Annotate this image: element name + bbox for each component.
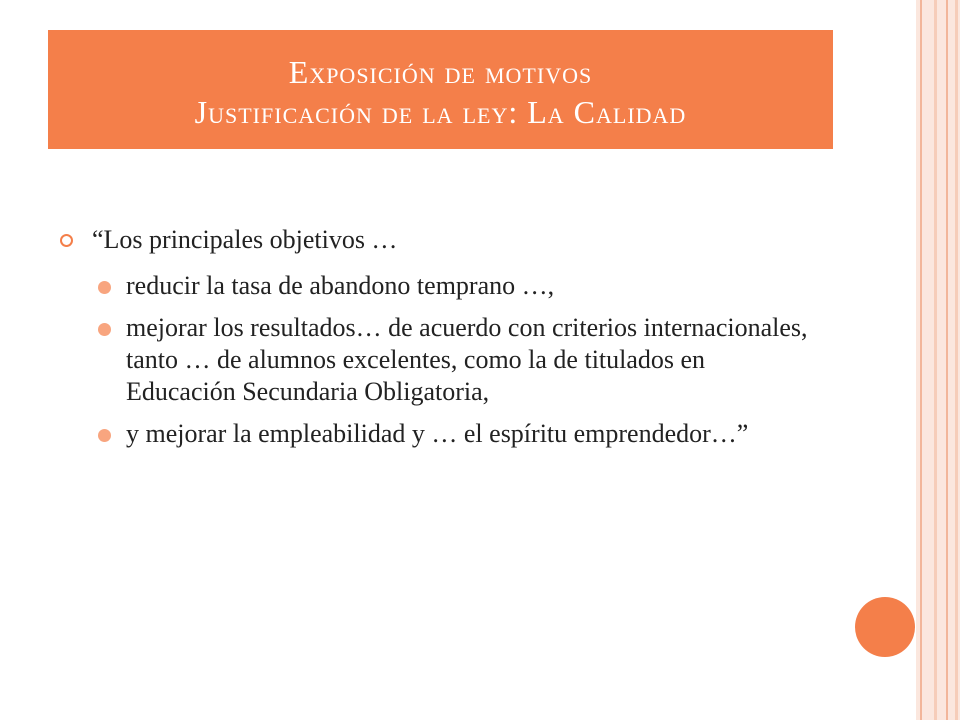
bullet-list: [60, 270, 820, 450]
stripe-line: [934, 0, 937, 720]
list-item-text: reducir la tasa de abandono temprano …,: [126, 271, 555, 300]
list-item-text: mejorar los resultados… de acuerdo con criterios internacionales, tanto … de alumnos excelentes, como la de titulados en Educación Secundaria Obligatoria,: [126, 313, 808, 406]
stripe-line: [946, 0, 948, 720]
dot-bullet-icon: [98, 281, 111, 294]
dot-bullet-icon: [98, 429, 111, 442]
decorative-circle: [855, 597, 915, 657]
slide-title: [48, 30, 833, 149]
list-item: [60, 270, 820, 302]
intro-text: “Los principales objetivos …: [92, 225, 398, 254]
list-item: [60, 312, 820, 408]
list-item: [60, 418, 820, 450]
intro-item: [60, 224, 820, 256]
decorative-stripes: [916, 0, 960, 720]
ring-bullet-icon: [60, 234, 73, 247]
title-line-1: Exposición de motivos: [288, 54, 593, 90]
stripe-line: [955, 0, 958, 720]
title-line-2: Justificación de la ley: La Calidad: [194, 94, 687, 130]
slide-body: [60, 224, 820, 460]
dot-bullet-icon: [98, 323, 111, 336]
stripe-line: [920, 0, 922, 720]
list-item-text: y mejorar la empleabilidad y … el espíritu emprendedor…”: [126, 419, 749, 448]
